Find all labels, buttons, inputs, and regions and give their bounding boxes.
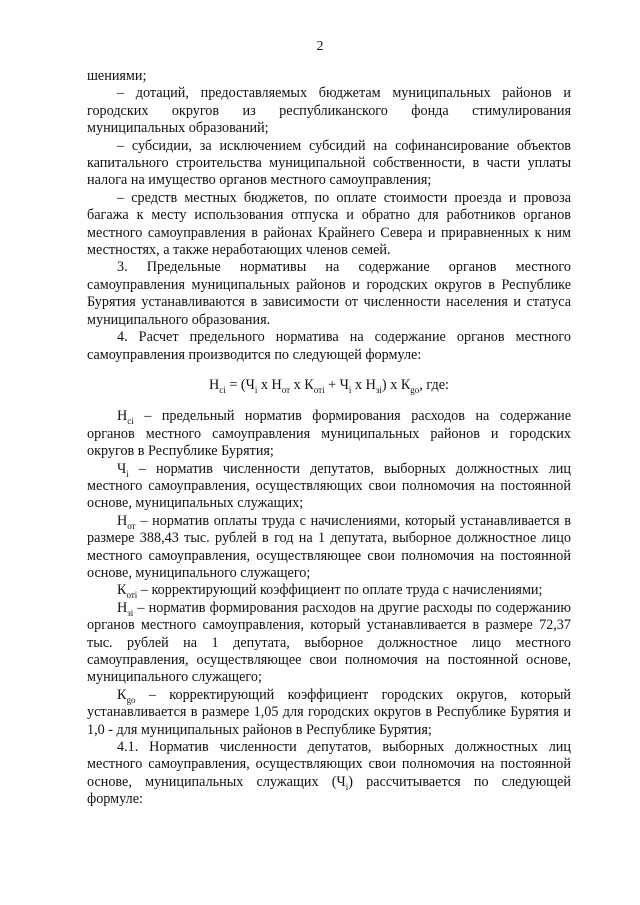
definition-symbol-sub: ci (127, 416, 134, 427)
paragraph-sub: i (345, 781, 349, 792)
formula-sub: go (410, 384, 420, 395)
definition-kgo (87, 687, 571, 739)
definition-symbol-sub: go (126, 694, 136, 705)
definition-symbol-sub: отi (126, 590, 138, 601)
formula-sub: ci (219, 384, 226, 395)
paragraph-subsidies: – субсидии, за исключением субсидий на софинансирование объектов капитального строительства муниципальной собственности, в части уплаты налога на имущество органов местного самоуправления; (87, 137, 571, 189)
definition-not (87, 513, 571, 583)
paragraph-item-4: 4. Расчет предельного норматива на содержание органов местного самоуправления производится по следующей формуле: (87, 329, 571, 363)
definition-text: – корректирующий коэффициент городских округов, который устанавливается в размере 1,05 для городских округов в Республике Бурятия и 1,0 - для муниципальных районов в Республике Бурятия; (87, 686, 571, 738)
formula-part: Н (209, 376, 220, 393)
formula-sub: i (348, 384, 352, 395)
definition-text: – предельный норматив формирования расходов на содержание органов местного самоуправления муниципальных районов и городских округов в Республике Бурятия; (87, 408, 571, 460)
formula-part: , где: (419, 376, 449, 393)
definition-text: – корректирующий коэффициент по оплате труда с начислениями; (137, 582, 543, 599)
definition-symbol-sub: зi (127, 607, 134, 618)
definition-symbol-sub: i (126, 468, 129, 479)
definition-nci (87, 408, 571, 460)
definition-chi (87, 461, 571, 513)
definition-symbol-sub: от (127, 520, 136, 531)
definition-symbol: К (117, 686, 127, 703)
formula-part: х Н (257, 376, 282, 393)
paragraph-text: 4.1. Норматив численности депутатов, выборных должностных лиц местного самоуправления, осуществляющих свои полномочия на постоянной основе, муниципальных служащих (Ч (87, 739, 571, 790)
formula-sub: зi (375, 384, 382, 395)
paragraph-continuation: шениями; (87, 68, 147, 84)
formula-part: ) х К (381, 376, 411, 393)
definition-nzi (87, 600, 571, 687)
page-number: 2 (316, 39, 324, 54)
definition-symbol: К (117, 582, 127, 599)
definition-symbol: Н (117, 408, 128, 425)
formula-part: + Ч (324, 376, 349, 393)
definition-koti (87, 582, 571, 599)
definition-symbol: Ч (117, 460, 127, 477)
paragraph-local-budgets: – средств местных бюджетов, по оплате стоимости проезда и провоза багажа к месту использования отпуска и обратно для работников органов местного самоуправления в районах Крайнего Севера и приравненных к ним местностях, а также неработающих членов семей. (87, 189, 571, 259)
paragraph-item-4-1 (87, 739, 571, 809)
formula-part: = (Ч (225, 376, 255, 393)
definition-text: – норматив численности депутатов, выборных должностных лиц местного самоуправления, осуществляющих свои полномочия на постоянной основе, муниципальных служащих; (87, 460, 571, 512)
formula-sub: от (281, 384, 291, 395)
definition-symbol: Н (117, 512, 128, 529)
definition-symbol: Н (117, 599, 128, 616)
formula-sub: отi (313, 384, 325, 395)
formula-sub: i (254, 384, 258, 395)
definition-text: – норматив оплаты труда с начислениями, который устанавливается в размере 388,43 тыс. рублей в год на 1 депутата, выборное должностное лицо местного самоуправления, осуществляющее свои полномочия на постоянной основе, муниципального служащего; (87, 512, 571, 581)
definition-text: – норматив формирования расходов на другие расходы по содержанию органов местного самоуправления, который устанавливается в размере 72,37 тыс. рублей на 1 депутата, выборное должностное лицо местного самоуправления, осуществляющее свои полномочия на постоянной основе, муниципального служащего; (87, 599, 571, 686)
formula-part: х Н (351, 376, 376, 393)
formula-part: х К (290, 376, 314, 393)
paragraph-grants: – дотаций, предоставляемых бюджетам муниципальных районов и городских округов из республиканского фонда стимулирования муниципальных образований; (87, 85, 571, 137)
paragraph-item-3: 3. Предельные нормативы на содержание органов местного самоуправления муниципальных районов и городских округов в Республике Бурятия устанавливаются в зависимости от численности населения и статуса муниципального образования. (87, 259, 571, 328)
formula-main (87, 377, 571, 394)
paragraph-text: ) рассчитывается по следующей формуле: (87, 773, 571, 808)
document-body (87, 68, 571, 809)
